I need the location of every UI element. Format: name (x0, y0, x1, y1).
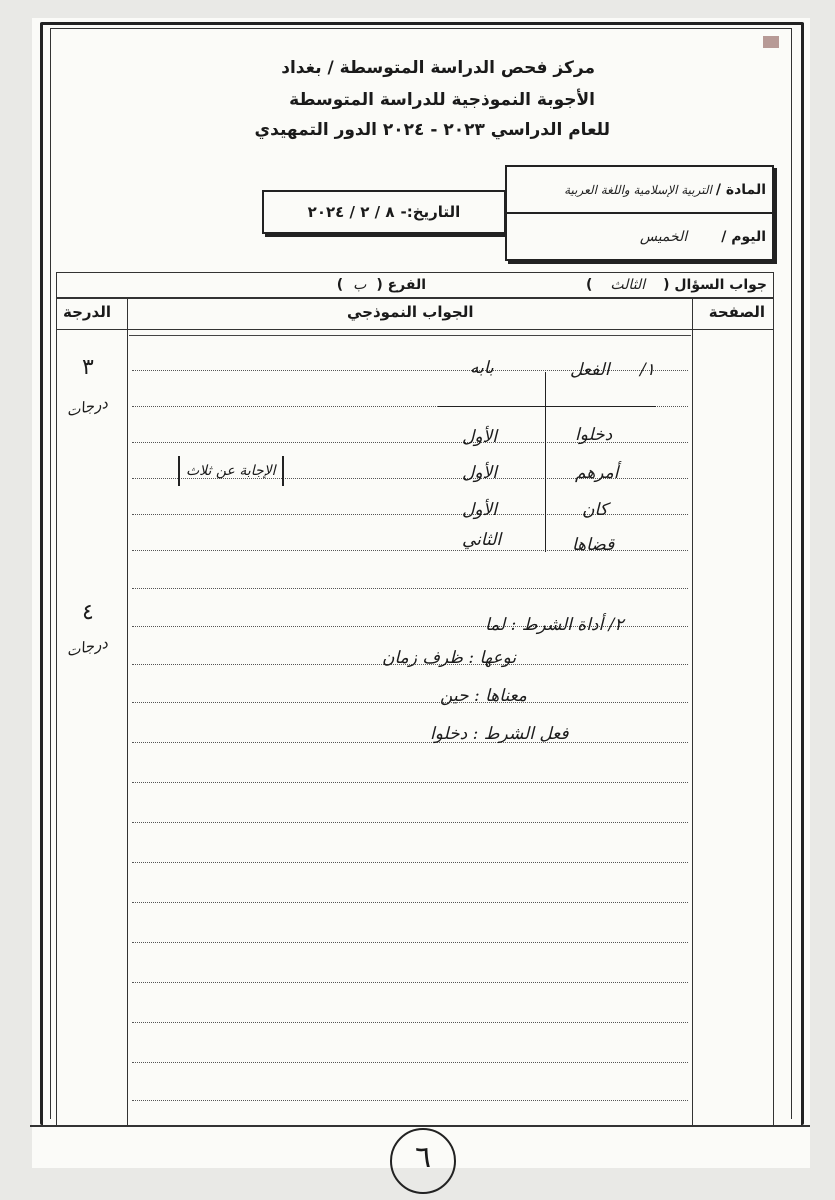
answer-col-type-header: بابه (470, 358, 494, 378)
ruled-line (132, 702, 688, 703)
inner-top-rule (129, 335, 691, 336)
grade-column (57, 299, 128, 1125)
answer2-line: ٢/ أداة الشرط : لما (485, 615, 624, 635)
answer-table-divider (545, 372, 546, 552)
subject-label: المادة / (715, 181, 766, 198)
ruled-line (132, 588, 688, 589)
branch-label: الفرع ( (376, 277, 427, 293)
day-value: الخميس (639, 228, 688, 245)
header-year-title: للعام الدراسي ٢٠٢٣ - ٢٠٢٤ الدور التمهيدي (254, 120, 610, 140)
answer-type: الثاني (462, 530, 502, 550)
corner-mark (763, 36, 779, 48)
bottom-rule (30, 1125, 810, 1127)
answer-verb: قضاها (572, 535, 615, 555)
answer2-line: فعل الشرط : دخلوا (430, 724, 569, 744)
grade-word: درجات (64, 633, 110, 661)
ruled-line (132, 942, 688, 943)
answer-verb: كان (582, 500, 608, 520)
ruled-line (132, 1062, 688, 1063)
page-number-circle (390, 1128, 456, 1194)
question-close: ) (586, 277, 593, 293)
answer-verb: دخلوا (575, 425, 613, 445)
page-header: الصفحة (708, 303, 765, 321)
date-box (262, 190, 506, 234)
answer-type: الأول (462, 427, 497, 447)
ruled-line (132, 782, 688, 783)
answer-table (56, 298, 774, 1125)
subject-value: التربية الإسلامية واللغة العربية (564, 182, 712, 197)
page-column (692, 299, 773, 1125)
ruled-line (132, 742, 688, 743)
subject-box (505, 165, 774, 261)
ruled-line (132, 1022, 688, 1023)
question-value: الثالث (610, 277, 646, 293)
day-row (507, 212, 772, 259)
answer-header: الجواب النموذجي (347, 303, 474, 321)
ruled-line (132, 862, 688, 863)
question-line (56, 272, 774, 298)
grade-number: ٣ (82, 355, 94, 380)
answer-number: ١/ (640, 360, 655, 380)
answer-table-header-rule (438, 406, 656, 407)
ruled-line (132, 982, 688, 983)
grade-number: ٤ (82, 600, 94, 625)
subject-row (507, 167, 772, 212)
question-label: جواب السؤال ( (663, 277, 767, 293)
header-center-title: مركز فحص الدراسة المتوسطة / بغداد (281, 58, 595, 78)
header-answers-title: الأجوبة النموذجية للدراسة المتوسطة (289, 90, 595, 110)
day-label: اليوم / (721, 228, 766, 245)
answer-note: الإجابة عن ثلاث (186, 463, 276, 479)
answer-type: الأول (462, 463, 497, 483)
table-header-row (57, 299, 773, 330)
answer2-line: معناها : حين (440, 686, 527, 706)
grade-header: الدرجة (63, 303, 111, 321)
ruled-line (132, 1100, 688, 1101)
branch-value: ب (353, 277, 367, 293)
answer2-line: نوعها : ظرف زمان (382, 648, 517, 668)
answer-col-verb-header: الفعل (570, 360, 610, 380)
ruled-line (132, 822, 688, 823)
page-number: ٦ (414, 1140, 432, 1175)
branch-close: ) (336, 277, 344, 293)
answer-verb: أمرهم (575, 463, 619, 483)
date-value: ٨ / ٢ / ٢٠٢٤ (307, 203, 395, 221)
answer-type: الأول (462, 500, 497, 520)
ruled-line (132, 902, 688, 903)
date-label: التاريخ:- (400, 203, 461, 221)
grade-word: درجات (64, 393, 110, 421)
answer-note-bracket (178, 456, 284, 486)
